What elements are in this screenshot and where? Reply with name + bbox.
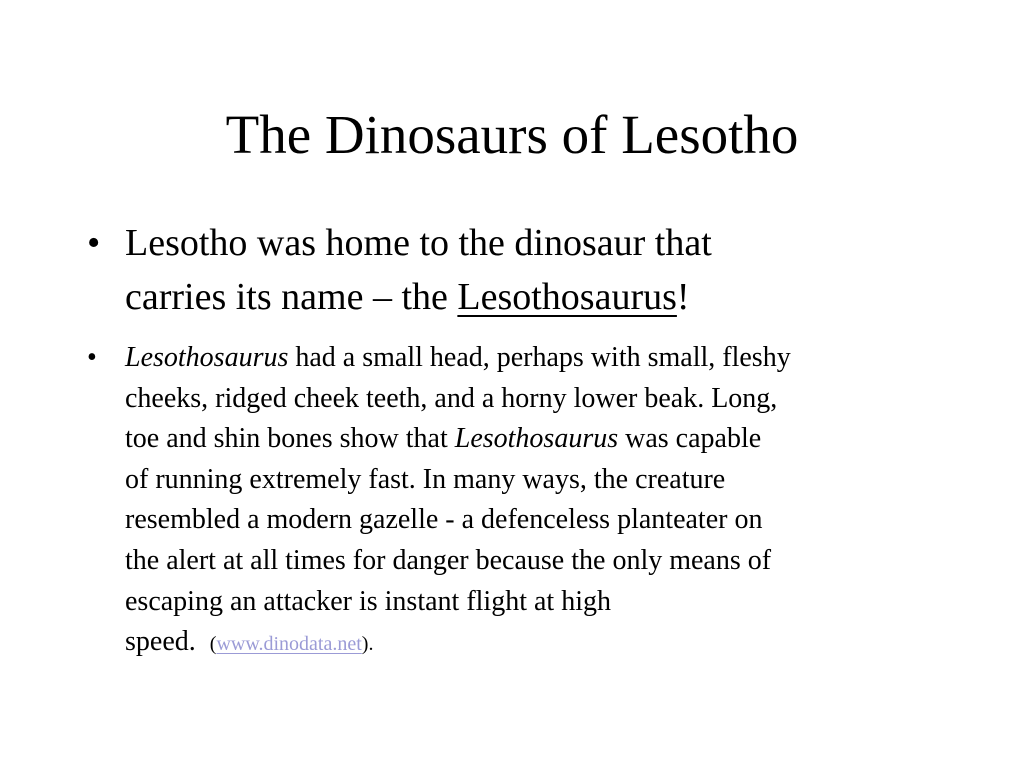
bullet-2-line-3 — [125, 419, 965, 460]
bullet-2-line-1 — [125, 338, 965, 379]
slide-title: The Dinosaurs of Lesotho — [225, 104, 799, 165]
bullet-2-line-4: of running extremely fast. In many ways, the creature — [125, 463, 726, 495]
citation — [210, 633, 374, 655]
bullet-2-line-2: cheeks, ridged cheek teeth, and a horny lower beak. Long, — [125, 382, 778, 414]
bullet-2-line-8-prefix: speed. — [125, 626, 196, 658]
bullet-item-intro — [85, 216, 965, 324]
species-name-italic: Lesothosaurus — [125, 342, 289, 373]
lesothosaurus-link[interactable]: Lesothosaurus — [457, 276, 677, 318]
bullet-2-line-1-rest: had a small head, perhaps with small, fleshy — [288, 342, 791, 373]
bullet-2-line-3-prefix: toe and shin bones show that — [125, 423, 455, 455]
bullet-1-line-1: Lesotho was home to the dinosaur that — [125, 222, 712, 264]
bullet-2-line-6: the alert at all times for danger because the only means of — [125, 544, 772, 576]
bullet-1-line-2-suffix: ! — [676, 276, 690, 318]
bullet-2-line-8 — [125, 622, 965, 665]
dinodata-link[interactable]: www.dinodata.net — [216, 633, 362, 656]
bullet-dot-icon: • — [87, 222, 101, 264]
species-name-italic: Lesothosaurus — [454, 423, 619, 455]
bullet-1-line-2-prefix: carries its name – the — [125, 276, 458, 318]
citation-open: ( — [209, 633, 217, 656]
bullet-1-line-2 — [125, 270, 965, 324]
bullet-item-description — [85, 338, 965, 665]
bullet-2-line-7: escaping an attacker is instant flight at high — [125, 585, 611, 617]
bullet-2-line-5: resembled a modern gazelle - a defenceless planteater on — [125, 504, 763, 536]
bullet-dot-icon: • — [87, 342, 97, 373]
bullet-list — [85, 216, 965, 665]
bullet-2-line-3-suffix: was capable — [618, 423, 762, 455]
citation-close: ). — [361, 633, 374, 656]
